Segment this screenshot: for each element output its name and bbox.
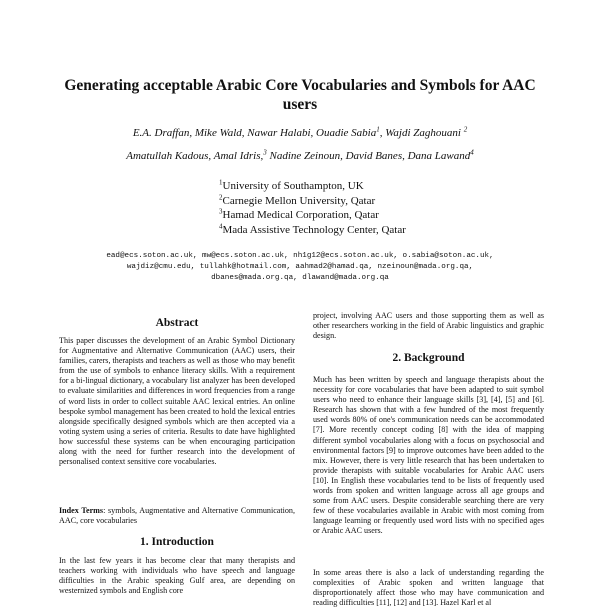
affiliation-marker: 4 — [470, 148, 474, 157]
affiliation: $^1$University of Southampton, UK — [219, 178, 364, 192]
title-line-2: users — [282, 96, 318, 113]
background-heading: 2. Background — [392, 352, 465, 364]
affiliations — [219, 179, 479, 237]
author-names: E.A. Draffan, Mike Wald, Nawar Halabi, Ouadie Sabia — [132, 127, 377, 139]
background-text: Much has been written by speech and language therapists about the necessity for core vocabularies that have been adapted to suit symbol users who need to enhance their language skills [3], [4], [5] and [6]. Research has shown that with a few hundred of the most frequently used words 80% of one's communication needs can be accommodated [7]. More recently concept coding [8] with the idea of mapping different symbol vocabularies along with a focus on psychosocial and environmental factors [9] to improve outcomes have been added to the mix. However, there is very little research that has been undertaken to provide therapists with suitable vocabularies for Arabic AAC users [10]. In English these vocabularies tend to be lists of frequently used words from spoken and written language across all age groups and some from AAC users. Despite considerable searching there are very few of these vocabularies available in Arabic with most coming from language learning or frequently used word lists with no specified ages or Arabic AAC users. — [313, 375, 544, 536]
affiliation-marker: 1 — [376, 125, 380, 134]
paper-title — [40, 76, 560, 114]
title-line-1: Generating acceptable Arabic Core Vocabularies and Symbols for AAC — [64, 77, 536, 94]
abstract-text: This paper discusses the development of an Arabic Symbol Dictionary for Augmentative and Alternative Communication (AAC) users, their families, carers, therapists and teachers as well as those who may benefit from the use of symbols to enhance literacy skills. With a requirement for a bi-lingual dictionary, a vocabulary list analyzer has been developed to evaluate similarities and differences in word frequencies from a range of word lists in order to collect suitable AAC lexical entries. An online bespoke symbol management has been created to hold the lexical entries alongside specifically designed symbols which are then accepted via a voting system using a series of criteria. Results to date have highlighted how successful these systems can be when encouraging participation along with the need for further research into the development of personalised context sensitive core vocabularies. — [59, 336, 295, 467]
authors-line-1 — [40, 127, 560, 140]
affiliation-marker: 3 — [263, 148, 267, 157]
index-terms — [59, 506, 295, 526]
author-names: Amatullah Kadous, Amal Idris, — [126, 150, 264, 162]
affiliation: $^3$Hamad Medical Corporation, Qatar — [219, 207, 379, 221]
email-line: dbanes@mada.org.qa, dlawand@mada.org.qa — [211, 274, 389, 282]
author-names: Nadine Zeinoun, David Banes, Dana Lawand — [266, 150, 471, 162]
affiliation: $^4$Mada Assistive Technology Center, Qatar — [219, 221, 406, 236]
intro-text: In the last few years it has become clear that many therapists and teachers working with individuals who have speech and language difficulties in the Arabic speaking Gulf area, are depending on westernized symbols and English core — [59, 556, 295, 596]
authors-line-2 — [40, 150, 560, 163]
affiliation-marker: 2 — [463, 125, 468, 134]
author-names: , Wajdi Zaghouani — [379, 127, 464, 139]
right-column-text: project, involving AAC users and those supporting them as well as other researchers working in the field of Arabic linguistics and graphic design. — [313, 311, 544, 341]
index-terms-text: : symbols, Augmentative and Alternative Communication, AAC, core vocabularies — [59, 506, 296, 526]
email-line: wajdiz@cmu.edu, tullahk@hotmail.com, aahmad2@hamad.qa, nzeinoun@mada.org.qa, — [126, 263, 474, 271]
author-emails — [40, 251, 560, 284]
background-text-2: In some areas there is also a lack of understanding regarding the complexities of Arabic spoken and written language that disproportionately affect those who may have communication and reading difficulties [11], [12] and [13]. Hazel Karl et al — [313, 568, 544, 608]
abstract-heading: Abstract — [155, 317, 199, 329]
intro-heading: 1. Introduction — [140, 536, 214, 548]
affiliation: $^2$Carnegie Mellon University, Qatar — [219, 192, 376, 207]
index-terms-label: Index Terms — [59, 506, 104, 515]
email-line: ead@ecs.soton.ac.uk, mw@ecs.soton.ac.uk, nh1g12@ecs.soton.ac.uk, o.sabia@soton.ac.uk, — [106, 252, 494, 260]
